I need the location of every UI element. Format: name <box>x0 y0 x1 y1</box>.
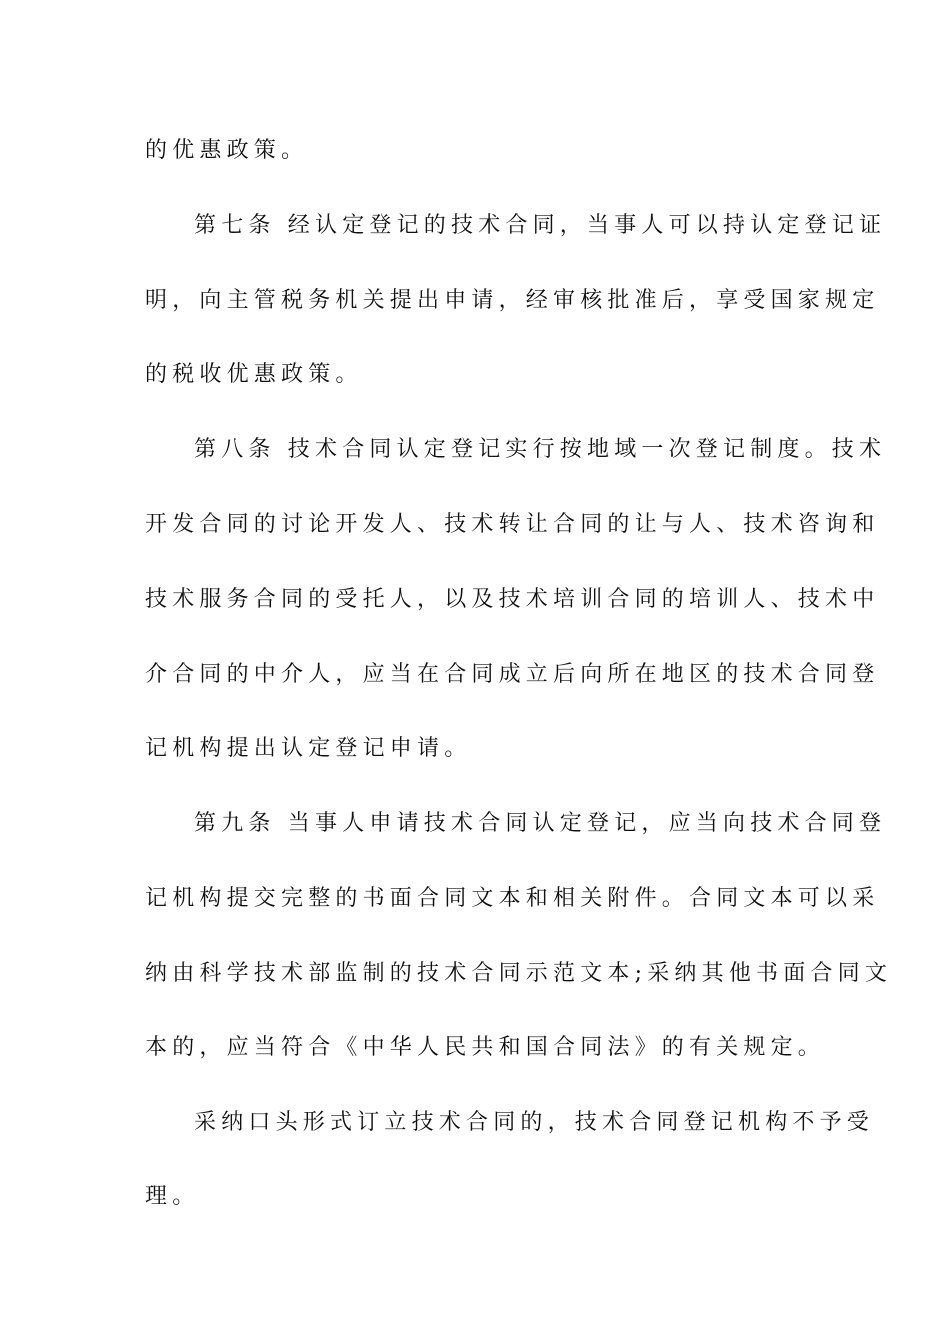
text-line: 开发合同的讨论开发人、技术转让合同的让与人、技术咨询和 <box>145 512 880 537</box>
text-line: 本的，应当符合《中华人民共和国合同法》的有关规定。 <box>145 1035 826 1060</box>
text-line: 记机构提出认定登记申请。 <box>145 736 472 761</box>
paragraph-start-line: 采纳口头形式订立技术合同的，技术合同登记机构不予受 <box>194 1110 875 1135</box>
text-line: 理。 <box>145 1184 200 1209</box>
article-7-heading-line: 第七条 经认定登记的技术合同，当事人可以持认定登记证 <box>194 213 887 238</box>
text-line: 的优惠政策。 <box>145 138 309 163</box>
text-line: 的税收优惠政策。 <box>145 362 363 387</box>
text-line: 介合同的中介人，应当在合同成立后向所在地区的技术合同登 <box>145 662 880 687</box>
article-9-heading-line: 第九条 当事人申请技术合同认定登记，应当向技术合同登 <box>194 811 887 836</box>
text-line: 明，向主管税务机关提出申请，经审核批准后，享受国家规定 <box>145 288 880 313</box>
text-line: 纳由科学技术部监制的技术合同示范文本;采纳其他书面合同文 <box>145 961 893 986</box>
article-8-heading-line: 第八条 技术合同认定登记实行按地域一次登记制度。技术 <box>194 437 887 462</box>
text-line: 技术服务合同的受托人，以及技术培训合同的培训人、技术中 <box>145 587 880 612</box>
text-line: 记机构提交完整的书面合同文本和相关附件。合同文本可以采 <box>145 886 880 911</box>
